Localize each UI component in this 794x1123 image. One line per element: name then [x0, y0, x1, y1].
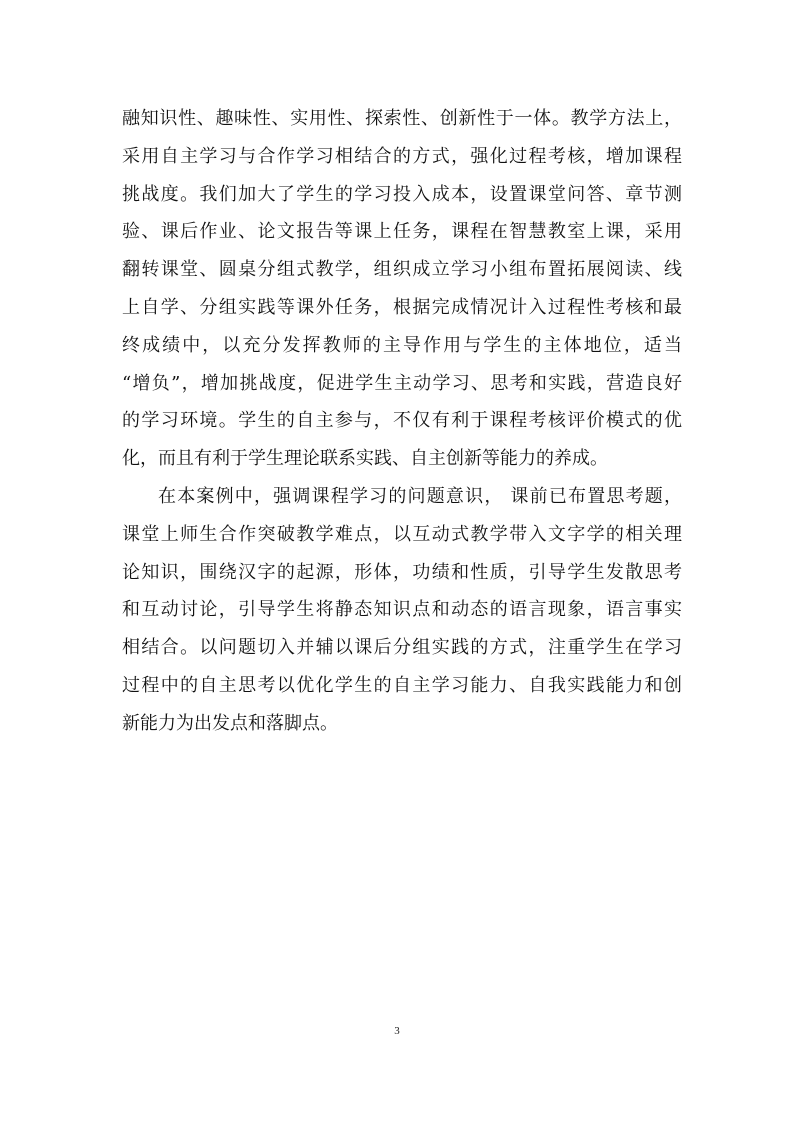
text-line: 验、课后作业、论文报告等课上任务，课程在智慧教室上课，采用 — [122, 221, 682, 243]
text-line: “增负”，增加挑战度，促进学生主动学习、思考和实践，营造良好 — [122, 372, 682, 394]
text-line: 过程中的自主思考以优化学生的自主学习能力、自我实践能力和创 — [122, 674, 682, 696]
text-line: 论知识，围绕汉字的起源，形体，功绩和性质，引导学生发散思考 — [122, 561, 682, 583]
text-line: 翻转课堂、圆桌分组式教学，组织成立学习小组布置拓展阅读、线 — [122, 259, 682, 281]
paragraph-2 — [122, 478, 682, 743]
text-line: 和互动讨论，引导学生将静态知识点和动态的语言现象，语言事实 — [122, 599, 682, 621]
text-line: 上自学、分组实践等课外任务，根据完成情况计入过程性考核和最 — [122, 296, 682, 318]
text-line: 化，而且有利于学生理论联系实践、自主创新等能力的养成。 — [122, 448, 608, 470]
text-line: 相结合。以问题切入并辅以课后分组实践的方式，注重学生在学习 — [122, 637, 682, 659]
text-line: 融知识性、趣味性、实用性、探索性、创新性于一体。教学方法上， — [122, 108, 682, 129]
text-line: 新能力为出发点和落脚点。 — [122, 712, 338, 734]
paragraph-1 — [122, 100, 682, 478]
text-line: 采用自主学习与合作学习相结合的方式，强化过程考核，增加课程 — [122, 145, 682, 167]
body-text — [122, 100, 682, 743]
text-line: 课堂上师生合作突破教学难点，以互动式教学带入文字学的相关理 — [122, 523, 682, 545]
text-line: 终成绩中，以充分发挥教师的主导作用与学生的主体地位，适当 — [122, 334, 682, 356]
text-line: 挑战度。我们加大了学生的学习投入成本，设置课堂问答、章节测 — [122, 183, 682, 205]
page-number: 3 — [394, 1025, 400, 1037]
text-line: 的学习环境。学生的自主参与，不仅有利于课程考核评价模式的优 — [122, 410, 682, 432]
text-line: 在本案例中，强调课程学习的问题意识， 课前已布置思考题， — [158, 485, 682, 507]
